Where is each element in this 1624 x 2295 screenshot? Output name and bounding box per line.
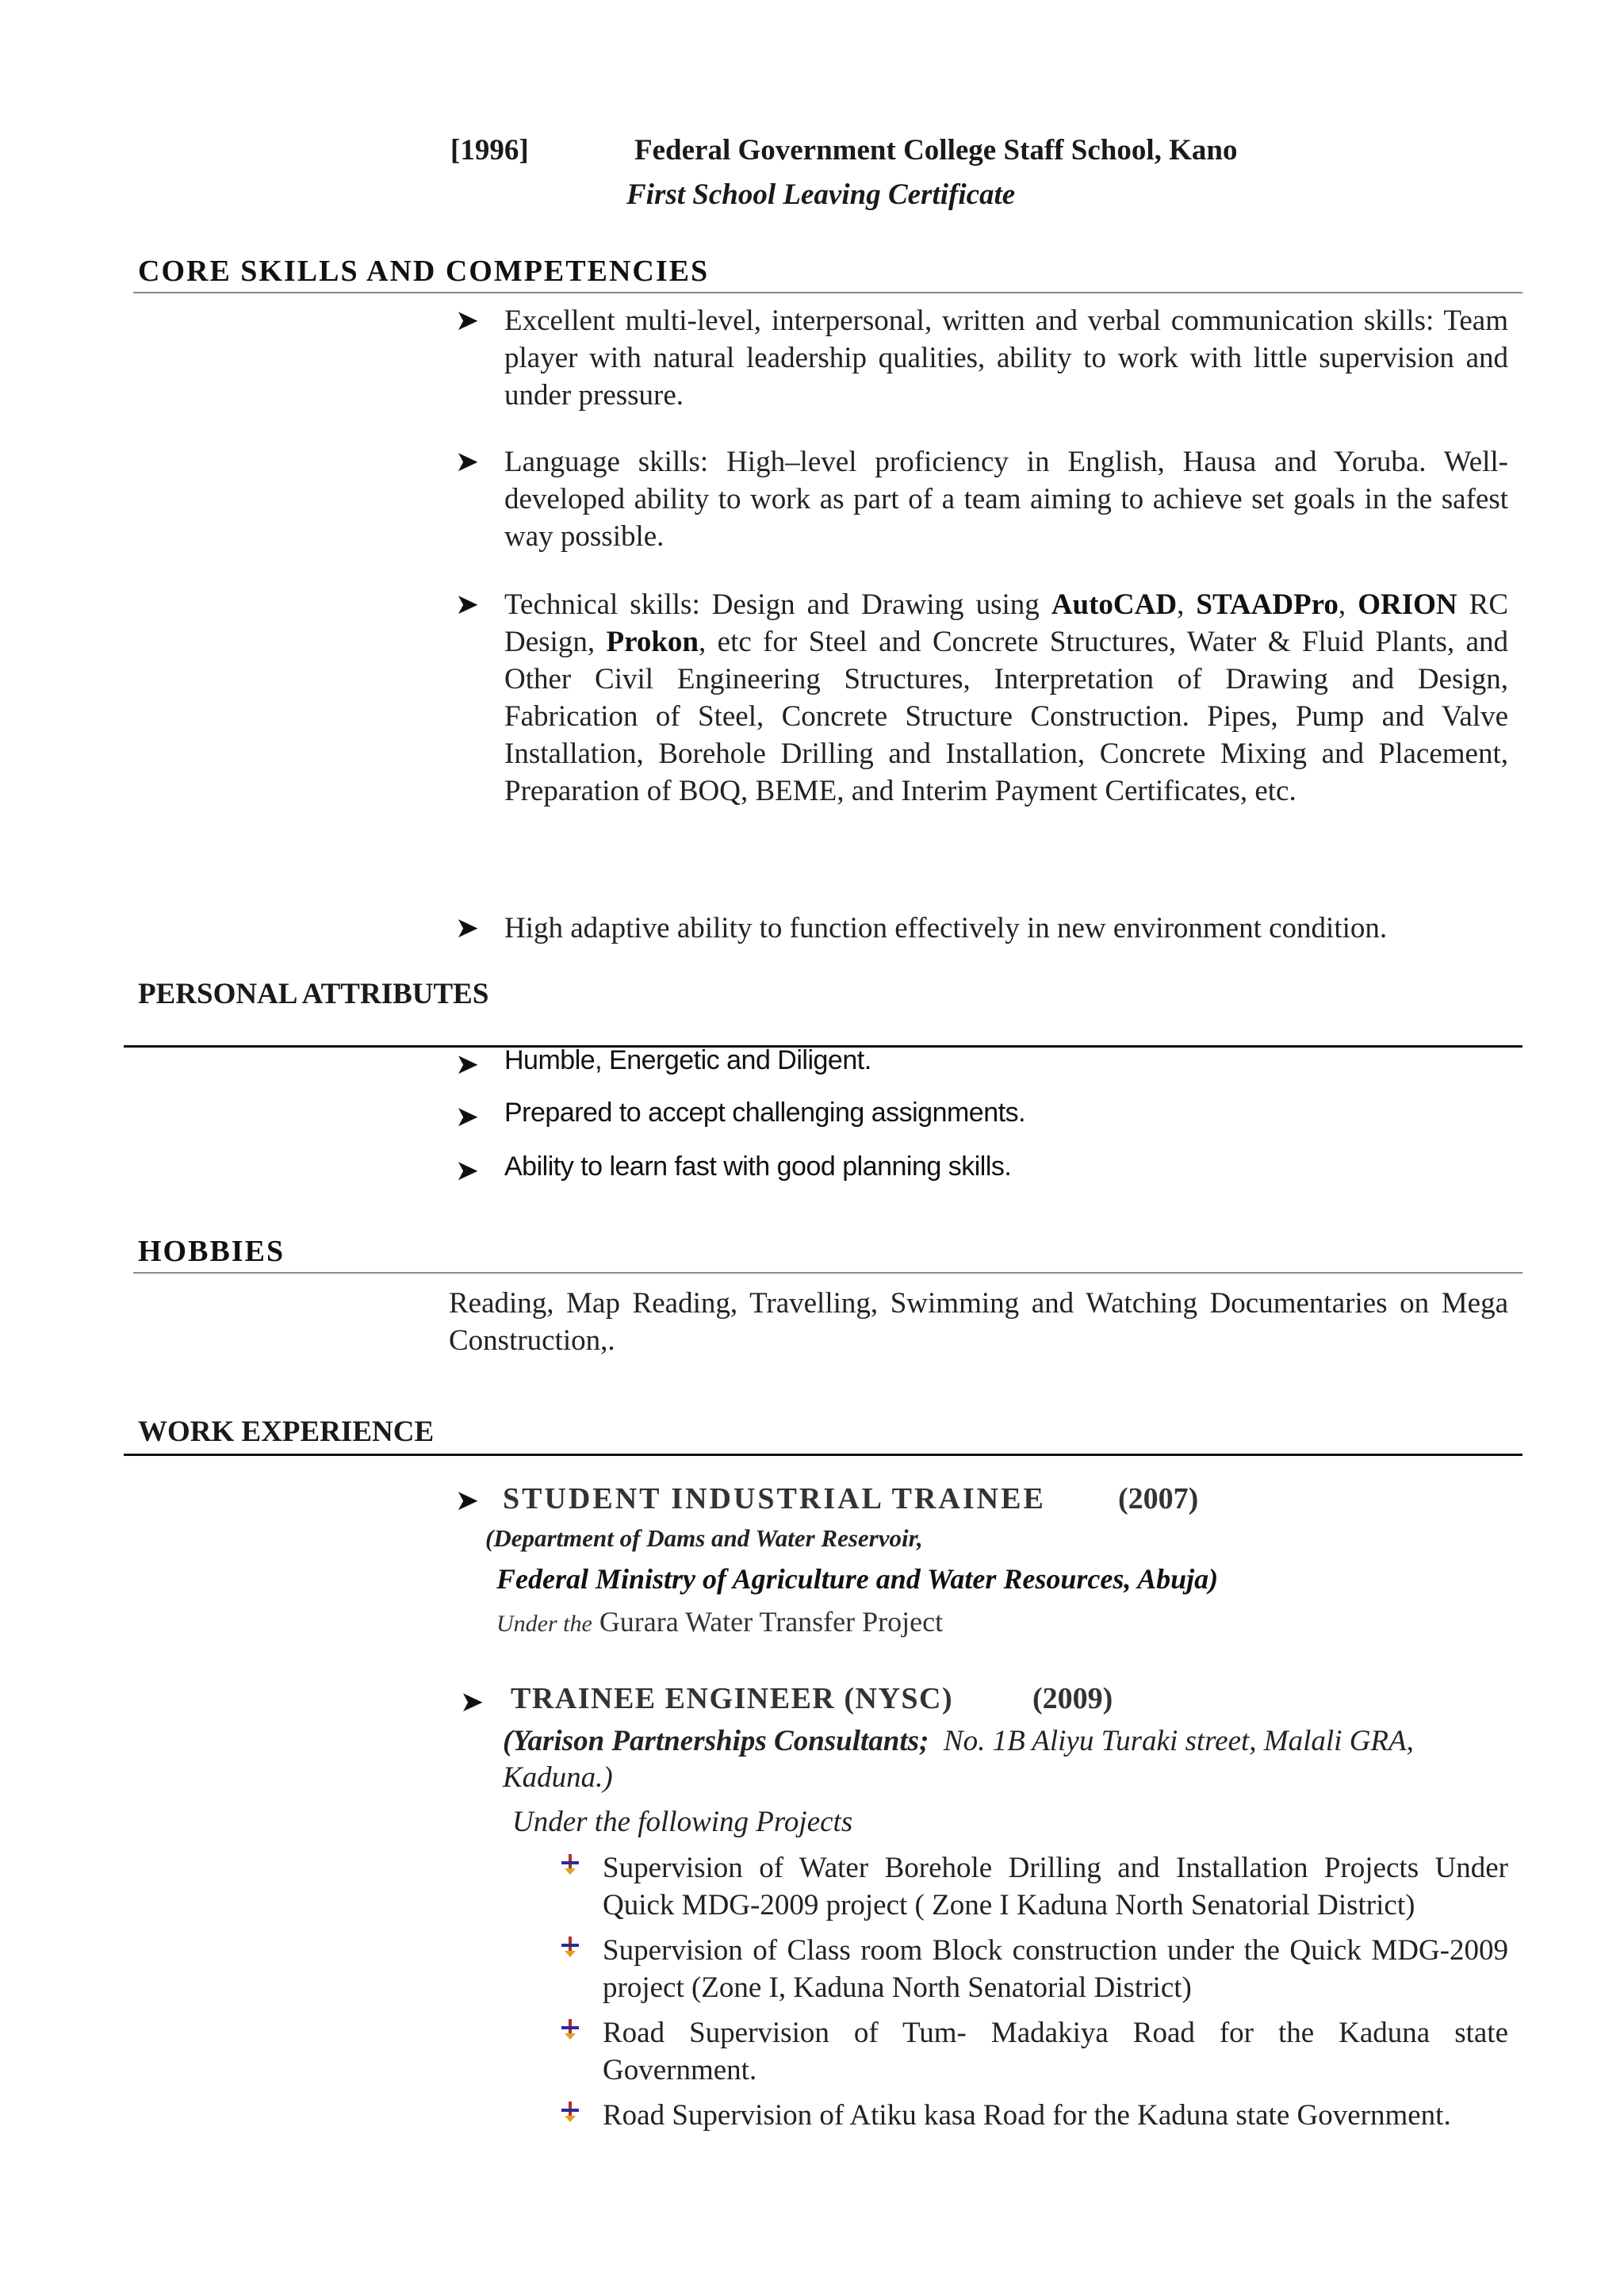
plus-arrow-bullet-icon [560, 2100, 580, 2124]
project-item: Supervision of Water Borehole Drilling and Installation Projects Under Quick MDG-2009 project ( Zone I Kaduna North Senatorial District) [603, 1852, 1508, 1921]
job-title: TRAINEE ENGINEER (NYSC) [511, 1682, 954, 1715]
job-title: STUDENT INDUSTRIAL TRAINEE [503, 1482, 1046, 1515]
arrow-bullet-icon: ➤ [455, 1485, 480, 1517]
job-department: (Department of Dams and Water Reservoir, [485, 1524, 923, 1552]
education-certificate: First School Leaving Certificate [626, 178, 1016, 211]
skill-language: Language skills: High–level proficiency in English, Hausa and Yoruba. Well-developed ability to work as part of a team aiming to achieve set goals in the safest way possible. [504, 446, 1508, 553]
hobbies-text: Reading, Map Reading, Travelling, Swimming and Watching Documentaries on Mega Construction,. [449, 1287, 1508, 1357]
arrow-bullet-icon: ➤ [455, 305, 480, 337]
job-address: No. 1B Aliyu Turaki street, Malali GRA, [943, 1725, 1414, 1757]
project-item: Road Supervision of Atiku kasa Road for the Kaduna state Government. [603, 2099, 1451, 2132]
divider [133, 292, 1522, 293]
attribute-item: Humble, Energetic and Diligent. [504, 1045, 871, 1075]
software-prokon: Prokon [606, 626, 699, 658]
section-heading-personal-attributes: PERSONAL ATTRIBUTES [138, 978, 489, 1010]
arrow-bullet-icon: ➤ [455, 912, 480, 944]
section-heading-core-skills: CORE SKILLS AND COMPETENCIES [138, 255, 710, 288]
skill-communication: Excellent multi-level, interpersonal, written and verbal communication skills: Team player with natural leadership qualities, ability to work with little supervision and under pressure. [504, 305, 1508, 412]
plus-arrow-bullet-icon [560, 1935, 580, 1959]
software-staadpro: STAADPro [1196, 588, 1339, 621]
plus-arrow-bullet-icon [560, 2017, 580, 2041]
job-project-line [496, 1605, 943, 1638]
arrow-bullet-icon: ➤ [455, 1155, 480, 1187]
job-project: Gurara Water Transfer Project [599, 1606, 944, 1638]
job-year: (2007) [1118, 1482, 1199, 1515]
attribute-item: Ability to learn fast with good planning skills. [504, 1151, 1012, 1182]
software-autocad: AutoCAD [1051, 588, 1178, 621]
plus-arrow-bullet-icon [560, 1852, 580, 1876]
arrow-bullet-icon: ➤ [455, 588, 480, 621]
job-project-prefix: Under the [496, 1611, 592, 1637]
job-city: Kaduna.) [503, 1761, 613, 1794]
skill-technical: Technical skills: Design and Drawing using AutoCAD, STAADPro, ORION RC Design, Prokon, etc for Steel and Concrete Structures, Water & Fluid Plants, and Other Civil Engineering Structures, Interpretation of Drawing and Design, Fabrication of Steel, Concrete Structure Construction. Pipes, Pump and Valve Installation, Borehole Drilling and Installation, Concrete Mixing and Placement, Preparation of BOQ, BEME, and Interim Payment Certificates, etc. [504, 588, 1509, 807]
project-item: Road Supervision of Tum- Madakiya Road for the Kaduna state Government. [603, 2017, 1508, 2086]
arrow-bullet-icon: ➤ [455, 1048, 480, 1081]
job-ministry: Federal Ministry of Agriculture and Water Resources, Abuja) [496, 1563, 1219, 1595]
attribute-item: Prepared to accept challenging assignments. [504, 1098, 1026, 1128]
skill-adaptive: High adaptive ability to function effectively in new environment condition. [504, 912, 1388, 944]
project-item: Supervision of Class room Block construction under the Quick MDG-2009 project (Zone I, Kaduna North Senatorial District) [603, 1934, 1508, 2004]
job-company-line [503, 1724, 1510, 1758]
software-orion: ORION [1358, 588, 1457, 621]
arrow-bullet-icon: ➤ [455, 446, 480, 478]
job-year: (2009) [1032, 1682, 1113, 1715]
arrow-bullet-icon: ➤ [460, 1686, 485, 1718]
job-company: (Yarison Partnerships Consultants; [503, 1725, 929, 1757]
education-school: Federal Government College Staff School, Kano [634, 134, 1238, 167]
education-year: [1996] [450, 134, 529, 167]
divider [124, 1454, 1522, 1456]
arrow-bullet-icon: ➤ [455, 1101, 480, 1133]
divider [133, 1272, 1522, 1274]
projects-label: Under the following Projects [512, 1806, 853, 1838]
section-heading-work-experience: WORK EXPERIENCE [138, 1416, 435, 1448]
section-heading-hobbies: HOBBIES [138, 1235, 285, 1268]
